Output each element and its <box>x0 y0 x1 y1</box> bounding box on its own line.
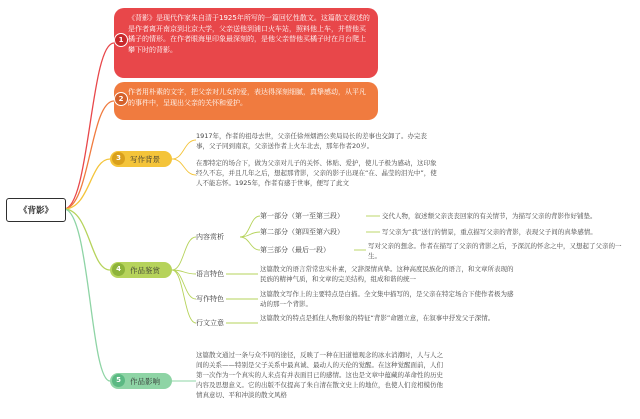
part-3-text: 写对父亲的想念。作者在描写了父亲的背影之后，予深沉的怀念之中，又想起了父亲的一生。 <box>368 242 622 260</box>
influence-text: 这篇散文通过一条与众不同的途径，反映了一种在旧道德观念的冰水消潮时，人与人之间的关系——特别是父子关系中最真诚、最动人的天伦的觉醒。在这种觉醒面前，人们第一次作为一个真实的人来点有并表面目已的感情。这也是文章中蕴藏的革命性的历史内容及思想意义。它的出版不仅提高了朱自清在散文史上的地位，也使人们竞相模仿他情真意切、平和冲淡的散文风格 <box>196 351 443 399</box>
link-appreciation-theme <box>172 270 196 323</box>
part-3-label[interactable]: 第三部分（最后一段） <box>260 246 330 254</box>
part-2-text: 写父亲为“我”送行的情景，重点描写父亲的背影，表现父子间的真挚感情。 <box>382 228 597 236</box>
link-content-part1 <box>240 216 260 237</box>
summary-text: 作者用朴素的文字，把父亲对儿女的爱，表达得深刻细腻，真挚感动，从平凡的事件中，呈现出父亲的关怀和爱护。 <box>128 88 366 107</box>
part-1-text: 交代人物，叙述颓父亲丧丧回家的有关情节，为描写父亲的背影作好铺垫。 <box>382 212 597 220</box>
summary-node[interactable] <box>114 82 378 120</box>
influence-label: 作品影响 <box>130 376 160 386</box>
root-topic[interactable] <box>6 198 66 222</box>
background-number-badge: 3 <box>112 152 125 165</box>
influence-number-badge: 5 <box>112 374 125 387</box>
link-background-para1 <box>172 140 196 159</box>
appreciation-label: 作品鉴赏 <box>130 265 160 275</box>
link-background-para2 <box>172 159 196 175</box>
language-label[interactable]: 语言特色 <box>196 270 224 278</box>
part-1-label[interactable]: 第一部分（第一至第三段） <box>260 212 344 220</box>
theme-label[interactable]: 行文立意 <box>196 319 224 327</box>
content-analysis-label[interactable]: 内容赏析 <box>196 233 224 241</box>
link-root-summary <box>64 101 114 209</box>
background-label: 写作背景 <box>130 154 160 164</box>
language-text: 这篇散文的语言常常忠实朴素，父辞深情真挚。这种高度民族化的语言，和文章所表现的民族的精神气质，和文章的完美结构，组成和谐的统一 <box>260 265 514 283</box>
writing-label[interactable]: 写作特色 <box>196 295 224 303</box>
intro-node[interactable] <box>114 8 378 78</box>
writing-text: 这篇散文写作上的主要特点是白描。全文集中描写的，是父亲在特定场合下使作者极为感动的那一个背影。 <box>260 290 514 308</box>
summary-number-badge: 2 <box>114 92 128 106</box>
link-content-part3 <box>240 237 260 250</box>
background-paragraph-1: 1917年，作者的祖母去世，父亲任徐州烟酒公卖局局长的差事也交卸了。办完丧事，父子同到南京，父亲送作者上火车北去，那年作者20岁。 <box>196 132 428 150</box>
appreciation-number-badge: 4 <box>112 263 125 276</box>
intro-number-badge: 1 <box>114 33 128 47</box>
root-label: 《背影》 <box>18 206 53 216</box>
link-appreciation-content <box>172 237 196 270</box>
intro-text: 《背影》是现代作家朱自清于1925年所写的一篇回忆性散文。这篇散文叙述的是作者离开南京到北京大学，父亲送他到浦口火车站，照料他上车，并替他买橘子的情形。在作者眼海里印象最深刻的，是他父亲替他买橘子时在月台爬上攀下时的背影。 <box>128 14 370 54</box>
theme-text: 这篇散文的特点是抓住人物形象的特征“背影”命题立意，在叙事中抒发父子深情。 <box>260 314 495 322</box>
link-root-appreciation <box>64 209 110 270</box>
part-2-label[interactable]: 第二部分（第四至第六段） <box>260 228 344 236</box>
background-paragraph-2: 在那特定的场合下，做为父亲对儿子的关怀、体贴、爱护，使儿子极为感动，这印象经久不忘，并且几年之后，想起那背影，父亲的影子出现在“在、晶莹的泪光中”，使人不能忘怀。1925年，作者有感于世事，便写了此文 <box>196 159 437 187</box>
